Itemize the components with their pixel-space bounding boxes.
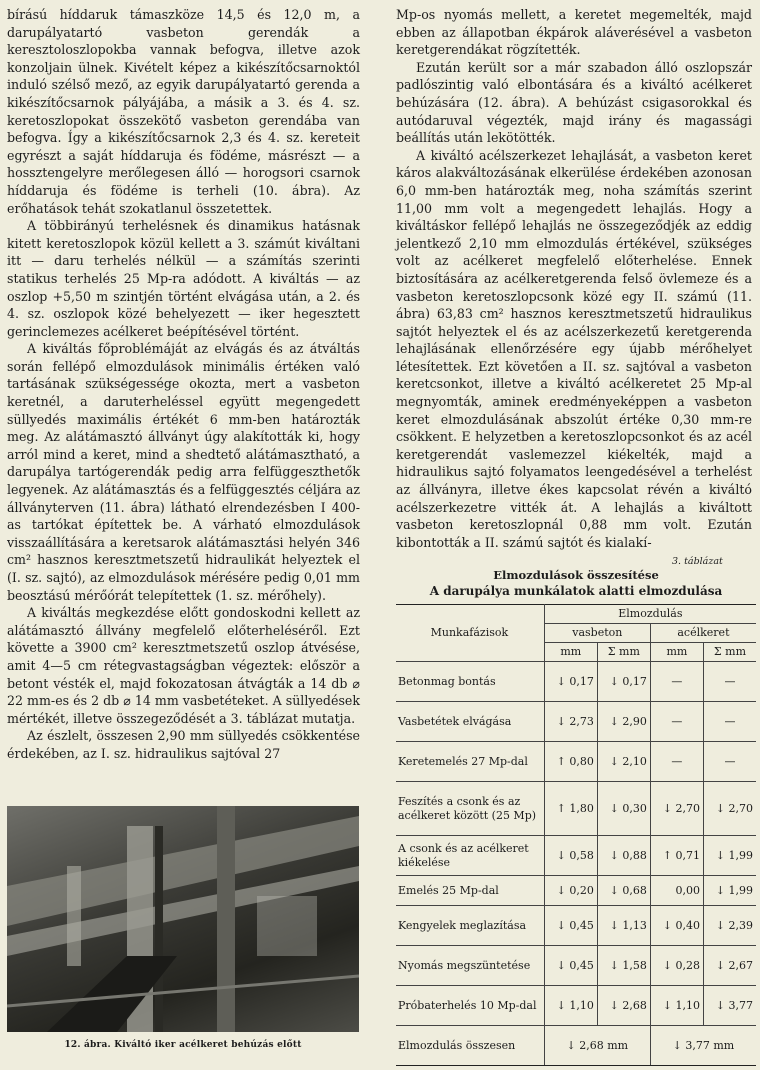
total-row bbox=[396, 1026, 756, 1066]
paragraph: A kiváltó acélszerkezet lehajlását, a vasbeton keret káros alakváltozásának elkerülése érdekében azonosan 6,0 mm-ben határozták meg, noha számítás szerint 11,00 mm volt a megengedett lehajlás. Hogy a kiváltáskor fellépő lehajlás ne összegeződjék az eddig jelentkező 2,10 mm elmozdulás értékével, szükséges volt az acélkeret megfelelő előterhelése. Ennek biztosítására az acélkeretgerenda felső övlemeze és a vasbeton keretoszlopcsonk közé egy II. számú (11. ábra) 63,83 cm² hasznos keresztmetszetű hidraulikus sajtót helyeztek el és az acélszerkezetű keretgerenda lehajlásának ellenőrzésére egy újabb mérőhelyet létesítettek. Ezt követően a II. sz. sajtóval a vasbeton keretcsonkot, illetve a kiváltó acélkeretet 25 Mp-al megnyomták, aminek eredményeképpen a vasbeton keret elmozdulásának abszolút értéke 0,30 mm-re csökkent. E helyzetben a keretoszlopcsonkot és az acél keretgerendát vaslemezzel kiékelték, majd a hidraulikus sajtó folyamatos leengedésével a terhelést az állványra, illetve ékes kapcsolat révén a kiváltó acélszerkezetre vitték át. A lehajlás a kiváltott vasbeton keretoszlopnál 0,88 mm volt. Ezután kibontották a II. számú sajtót és kialakí- bbox=[396, 147, 752, 550]
value-cell: ↓ 3,77 bbox=[703, 986, 756, 1026]
value-cell: — bbox=[703, 662, 756, 702]
total-concrete: ↓ 2,68 mm bbox=[544, 1026, 650, 1066]
phase-cell: Feszítés a csonk és az acélkeret között (25 Mp) bbox=[396, 782, 544, 836]
phase-cell: Nyomás megszüntetése bbox=[396, 946, 544, 986]
phase-cell: Keretemelés 27 Mp-dal bbox=[396, 742, 544, 782]
value-cell: ↓ 2,73 bbox=[544, 702, 597, 742]
paragraph: Mp-os nyomás mellett, a keretet megemelték, majd ebben az állapotban ékpárok aláverésével a vasbeton keretgerendákat rögzítették. bbox=[396, 7, 752, 58]
right-text-column bbox=[396, 6, 752, 551]
phase-cell: Kengyelek meglazítása bbox=[396, 906, 544, 946]
phase-cell: Vasbetétek elvágása bbox=[396, 702, 544, 742]
value-cell: ↓ 0,40 bbox=[650, 906, 703, 946]
table-row bbox=[396, 782, 756, 836]
total-steel: ↓ 3,77 mm bbox=[650, 1026, 756, 1066]
header-unit: mm bbox=[650, 643, 703, 662]
paragraph: A többirányú terhelésnek és dinamikus hatásnak kitett keretoszlopok közül kellett a 3. számút kiváltani itt — daru terhelés nélkül — a számítás szerinti statikus terhelés 25 Mp-ra adódott. A kiváltás — az oszlop +5,50 m szintjén történt elvágása után, a 2. és 4. sz. oszlopok közé behelyezett — iker hegesztett gerinclemezes acélkeret beépítésével történt. bbox=[7, 218, 360, 339]
total-label: Elmozdulás összesen bbox=[396, 1026, 544, 1066]
value-cell: ↑ 1,80 bbox=[544, 782, 597, 836]
table-number: 3. táblázat bbox=[672, 556, 723, 567]
value-cell: — bbox=[650, 742, 703, 782]
phase-cell: A csonk és az acélkeret kiékelése bbox=[396, 836, 544, 876]
value-cell: ↓ 1,13 bbox=[597, 906, 650, 946]
value-cell: ↓ 0,68 bbox=[597, 876, 650, 906]
figure-caption: 12. ábra. Kiváltó iker acélkeret behúzás előtt bbox=[64, 1040, 302, 1050]
value-cell: ↓ 2,39 bbox=[703, 906, 756, 946]
phase-cell: Próbaterhelés 10 Mp-dal bbox=[396, 986, 544, 1026]
value-cell: ↓ 0,30 bbox=[597, 782, 650, 836]
value-cell: ↓ 2,70 bbox=[650, 782, 703, 836]
table-title: Elmozdulások összesítése bbox=[493, 568, 659, 582]
value-cell: ↓ 0,88 bbox=[597, 836, 650, 876]
header-concrete: vasbeton bbox=[544, 624, 650, 643]
photo-illustration bbox=[7, 806, 359, 1032]
value-cell: ↓ 1,10 bbox=[650, 986, 703, 1026]
table-row bbox=[396, 742, 756, 782]
value-cell: ↓ 0,17 bbox=[597, 662, 650, 702]
phase-cell: Betonmag bontás bbox=[396, 662, 544, 702]
header-unit-sum: Σ mm bbox=[597, 643, 650, 662]
value-cell: ↓ 1,99 bbox=[703, 836, 756, 876]
table-row bbox=[396, 836, 756, 876]
header-displacement: Elmozdulás bbox=[544, 605, 756, 624]
value-cell: ↓ 0,17 bbox=[544, 662, 597, 702]
table-row bbox=[396, 946, 756, 986]
table-row bbox=[396, 876, 756, 906]
value-cell: ↓ 2,90 bbox=[597, 702, 650, 742]
table-row bbox=[396, 906, 756, 946]
paragraph: Ezután került sor a már szabadon álló oszlopszár padlószintig való elbontására és a kiváltó acélkeret behúzására (12. ábra). A behúzást csigasorokkal és autódaruval végezték, majd irány és magassági beállítás után lekötötték. bbox=[396, 59, 752, 146]
steel-frame-photo bbox=[7, 806, 359, 1032]
left-text-column bbox=[7, 6, 360, 763]
value-cell: ↓ 1,58 bbox=[597, 946, 650, 986]
value-cell: ↓ 1,10 bbox=[544, 986, 597, 1026]
header-steel: acélkeret bbox=[650, 624, 756, 643]
table-subtitle: A darupálya munkálatok alatti elmozdulása bbox=[429, 584, 723, 598]
header-unit-sum: Σ mm bbox=[703, 643, 756, 662]
value-cell: ↓ 0,45 bbox=[544, 946, 597, 986]
paragraph: A kiváltás főproblémáját az elvágás és az átváltás során fellépő elmozdulások minimális értéken való tartásának szükségessége okozta, mert a vasbeton keretnél, a daruterheléssel együtt megengedett süllyedés maximális értékét 6 mm-ben határozták meg. Az alátámasztó állványt úgy alakították ki, hogy arról mind a keret, mind a shedtető alátámasztható, a darupálya tartógerendák pedig arra felfüggeszthetők legyenek. Az alátámasztás és a felfüggesztés céljára az állványterven (11. ábra) látható elrendezésben I 400-as tartókat építettek be. A várható elmozdulások visszaállítására a keretsarok alátámasztási helyén 346 cm² hasznos keresztmetszetű hidraulikát helyeztek el (I. sz. sajtó), az elmozdulások mérésére pedig 0,01 mm beosztású mérőórát telepítettek (1. sz. mérőhely). bbox=[7, 341, 360, 603]
value-cell: — bbox=[650, 702, 703, 742]
value-cell: 0,00 bbox=[650, 876, 703, 906]
value-cell: ↓ 2,70 bbox=[703, 782, 756, 836]
value-cell: ↑ 0,71 bbox=[650, 836, 703, 876]
value-cell: ↑ 0,80 bbox=[544, 742, 597, 782]
value-cell: — bbox=[650, 662, 703, 702]
value-cell: ↓ 0,20 bbox=[544, 876, 597, 906]
table-row bbox=[396, 702, 756, 742]
value-cell: ↓ 2,67 bbox=[703, 946, 756, 986]
value-cell: ↓ 2,10 bbox=[597, 742, 650, 782]
header-phase: Munkafázisok bbox=[396, 605, 544, 662]
value-cell: — bbox=[703, 742, 756, 782]
table-row bbox=[396, 662, 756, 702]
header-unit: mm bbox=[544, 643, 597, 662]
table-row bbox=[396, 986, 756, 1026]
value-cell: — bbox=[703, 702, 756, 742]
value-cell: ↓ 0,58 bbox=[544, 836, 597, 876]
value-cell: ↓ 1,99 bbox=[703, 876, 756, 906]
value-cell: ↓ 0,28 bbox=[650, 946, 703, 986]
value-cell: ↓ 2,68 bbox=[597, 986, 650, 1026]
value-cell: ↓ 0,45 bbox=[544, 906, 597, 946]
paragraph: bírású híddaruk támaszköze 14,5 és 12,0 m, a darupályatartó vasbeton gerendák a keresztoloszlopokba vannak befogva, illetve azok konzoljain ülnek. Kivételt képez a kikészítőcsarnoktól induló szélső mező, az egyik darupályatartó gerenda a kikészítőcsarnok pályájába, a másik a 3. és 4. sz. keretoszlopokat összekötő vasbeton gerendába van befogva. Így a kikészítőcsarnok 2,3 és 4. sz. kereteit egyrészt a saját híddaruja és födéme, másrészt — a hossztengelyre merőlegesen álló — horogsori csarnok híddaruja és födéme is terheli (10. ábra). Az erőhatások tehát szokatlanul összetettek. bbox=[7, 7, 360, 216]
phase-cell: Emelés 25 Mp-dal bbox=[396, 876, 544, 906]
displacement-table bbox=[396, 604, 756, 1066]
paragraph: A kiváltás megkezdése előtt gondoskodni kellett az alátámasztó állvány megfelelő előterheléséről. Ezt követte a 3900 cm² keresztmetszetű oszlop átvésése, amit 4—5 cm rétegvastagságban végeztek: először a betont vésték el, majd fokozatosan átvágták a 14 db ⌀ 22 mm-es és 2 db ⌀ 14 mm vasbetéteket. A süllyedések mértékét, illetve összegeződését a 3. táblázat mutatja. bbox=[7, 605, 360, 726]
paragraph: Az észlelt, összesen 2,90 mm süllyedés csökkentése érdekében, az I. sz. hidraulikus sajtóval 27 bbox=[7, 728, 360, 761]
